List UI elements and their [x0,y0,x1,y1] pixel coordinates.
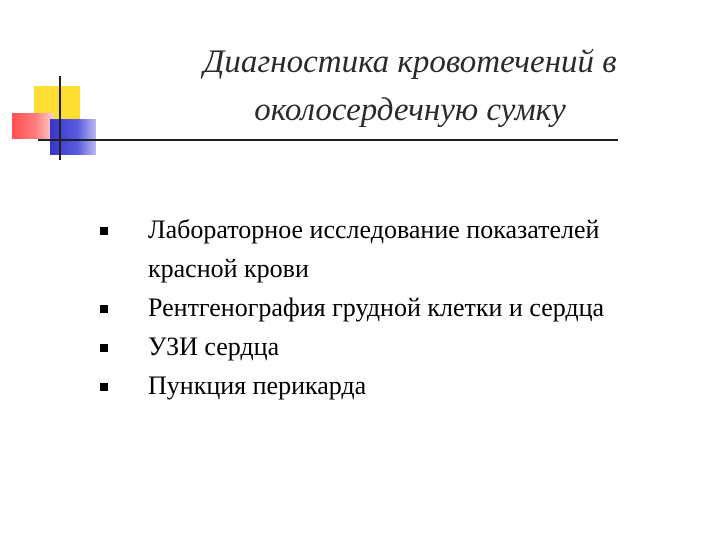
bullet-item [98,210,678,288]
bullet-list [98,210,678,405]
blue-square-decoration [50,119,96,155]
slide-title [100,38,720,134]
bullet-text: Пункция перикарда [148,371,367,400]
bullet-item [98,288,678,327]
vertical-rule-line [59,76,61,160]
bullet-text: Лабораторное исследование показателей красной крови [148,215,600,283]
red-square-decoration [12,113,54,139]
bullet-text: УЗИ сердца [148,332,280,361]
bullet-item [98,327,678,366]
square-bullet-icon [100,344,108,352]
bullet-text: Рентгенография грудной клетки и сердца [148,293,605,322]
slide-title-line-2: околосердечную сумку [254,92,566,128]
slide-title-line-1: Диагностика кровотечений в [203,44,617,80]
title-underline-rule [38,139,618,141]
square-bullet-icon [100,305,108,313]
square-bullet-icon [100,383,108,391]
square-bullet-icon [100,227,108,235]
bullet-item [98,366,678,405]
